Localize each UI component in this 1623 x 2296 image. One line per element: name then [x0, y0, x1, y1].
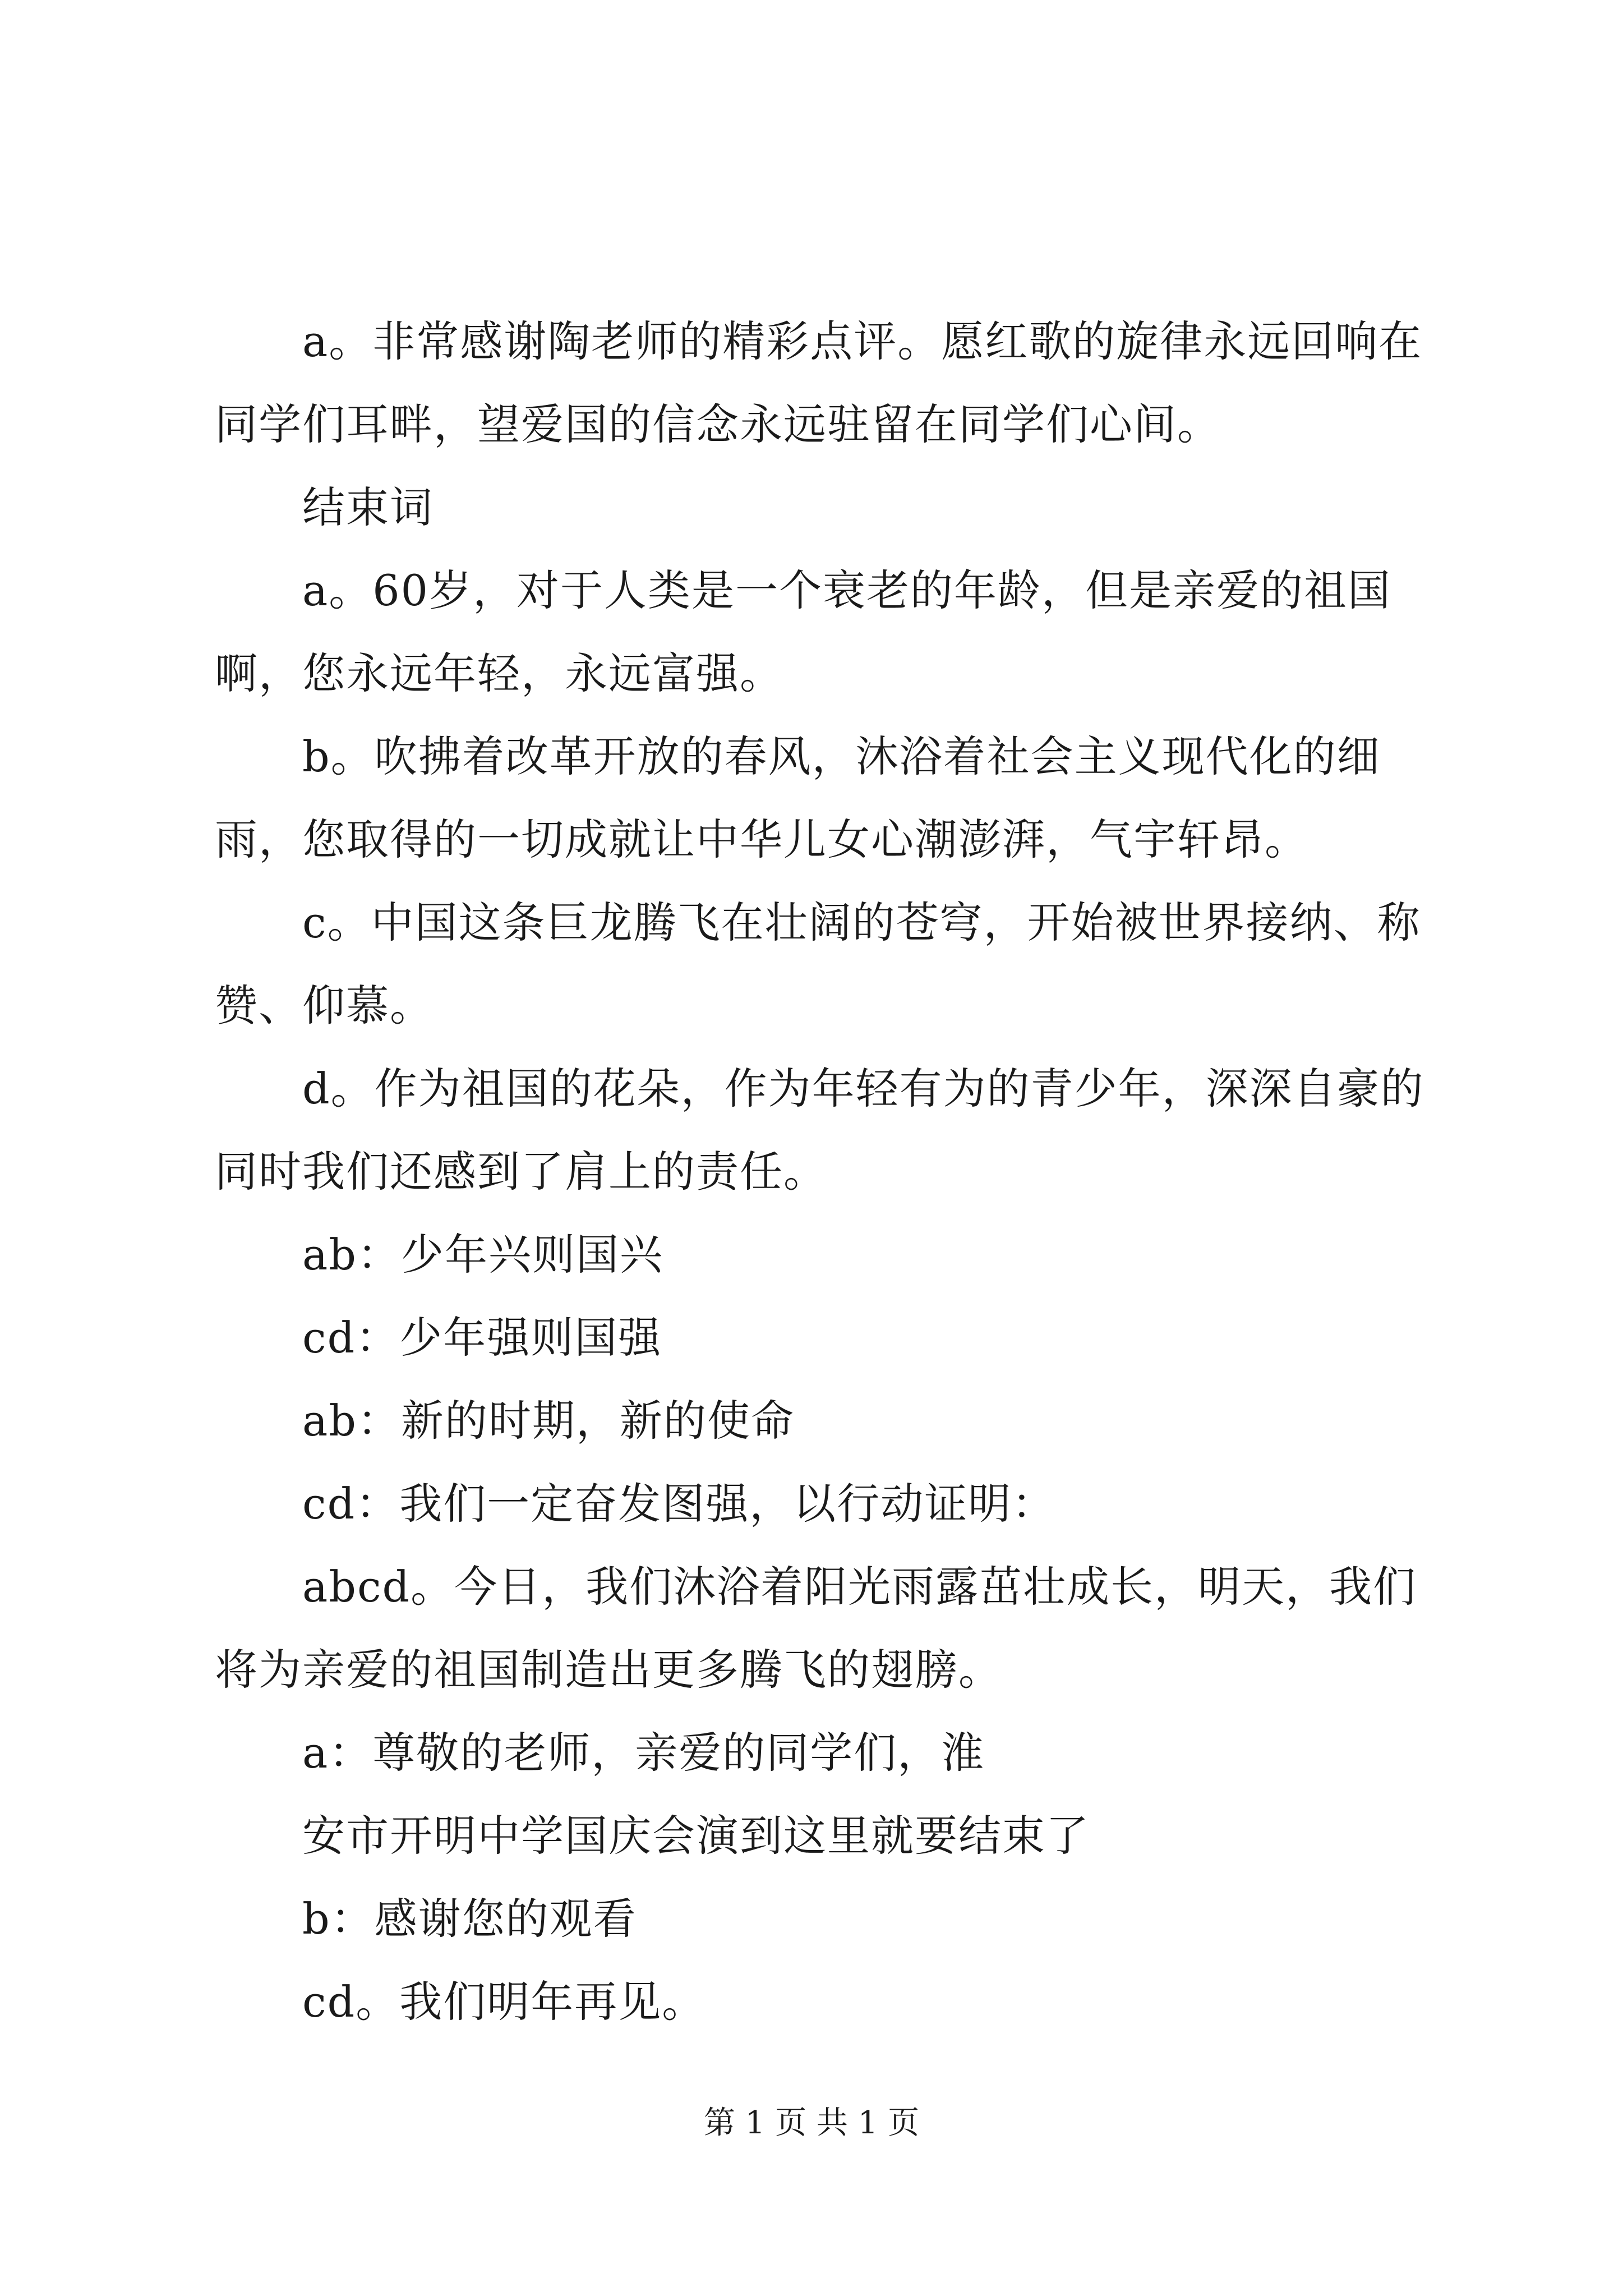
paragraph-a: a。60岁，对于人类是一个衰老的年龄，但是亲爱的祖国啊，您永远年轻，永远富强。 [215, 565, 1392, 698]
line-cd-2: cd：我们一定奋发图强，以行动证明： [302, 1479, 1056, 1529]
paragraph-closing-comment: a。非常感谢陶老师的精彩点评。愿红歌的旋律永远回响在同学们耳畔，望爱国的信念永远驻留在同学们心间。 [215, 316, 1423, 449]
paragraph-d: d。作为祖国的花朵，作为年轻有为的青少年，深深自豪的同时我们还感到了肩上的责任。 [215, 1064, 1424, 1197]
line-ab-1: ab：少年兴则国兴 [302, 1230, 663, 1280]
line-cd-farewell: cd。我们明年再见。 [302, 1977, 706, 2027]
paragraph-c: c。中国这条巨龙腾飞在壮阔的苍穹，开始被世界接纳、称赞、仰慕。 [215, 898, 1421, 1030]
section-heading-closing-words: 结束词 [302, 482, 434, 532]
line-ab-2: ab：新的时期，新的使命 [302, 1396, 795, 1446]
line-a-closing: a：尊敬的老师，亲爱的同学们，淮 [302, 1728, 985, 1778]
page-number-footer: 第 1 页 共 1 页 [703, 2105, 920, 2141]
paragraph-b: b。吹拂着改革开放的春风，沐浴着社会主义现代化的细雨，您取得的一切成就让中华儿女心潮澎湃，气宇轩昂。 [215, 731, 1381, 864]
line-b-thanks: b：感谢您的观看 [302, 1894, 637, 1944]
paragraph-abcd: abcd。今日，我们沐浴着阳光雨露茁壮成长，明天，我们将为亲爱的祖国制造出更多腾飞的翅膀。 [215, 1562, 1417, 1695]
line-cd-1: cd：少年强则国强 [302, 1313, 662, 1363]
document-body [215, 300, 1437, 2044]
line-a-closing-continued: 安市开明中学国庆会演到这里就要结束了 [302, 1811, 1090, 1861]
